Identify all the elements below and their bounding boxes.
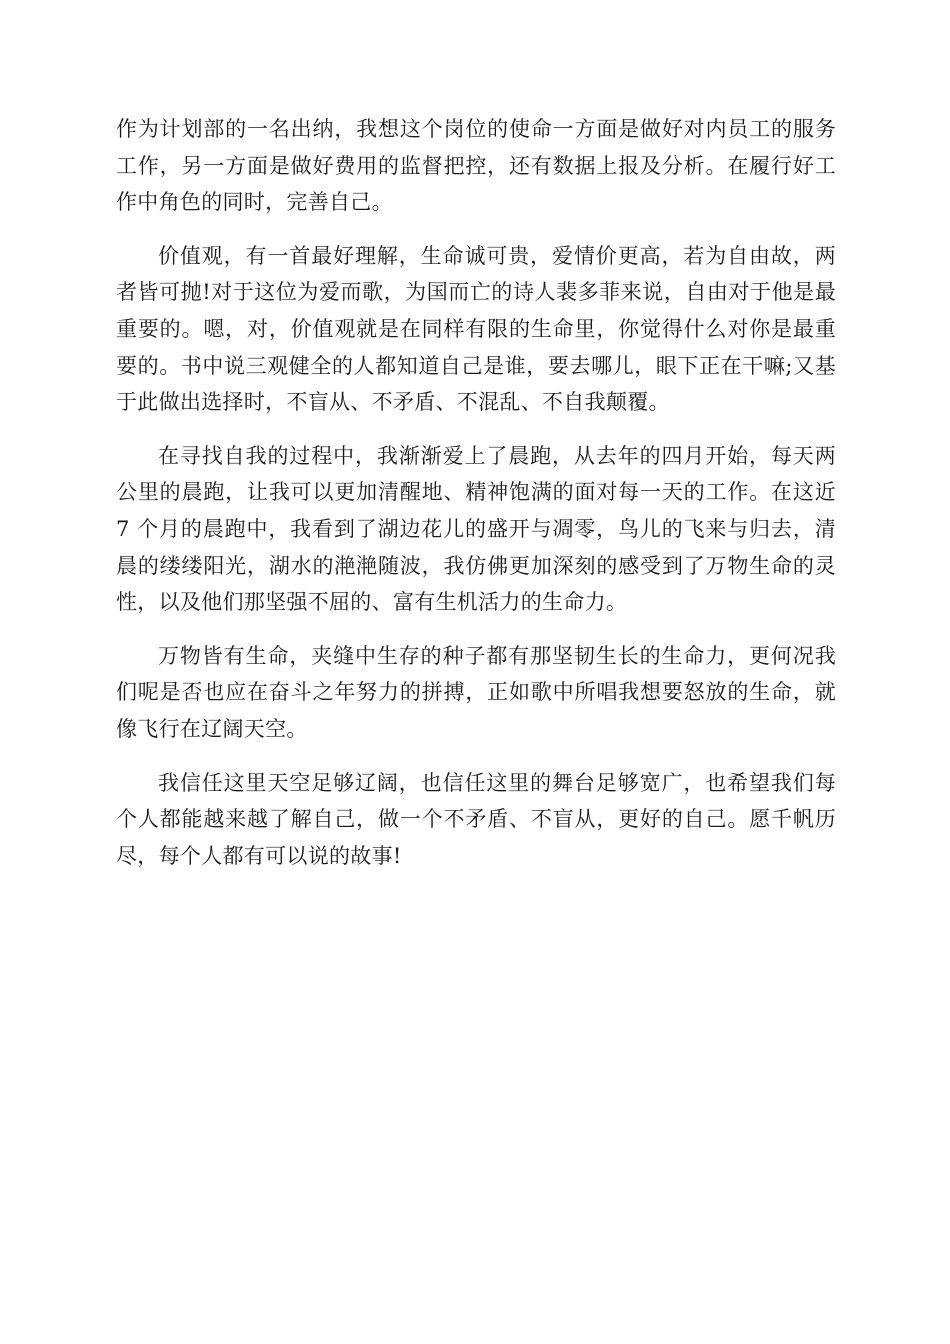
paragraph-1: 作为计划部的一名出纳，我想这个岗位的使命一方面是做好对内员工的服务工作，另一方面是做好费用的监督把控，还有数据上报及分析。在履行好工作中角色的同时，完善自己。 (116, 117, 836, 215)
paragraph-2: 价值观，有一首最好理解，生命诚可贵，爱情价更高，若为自由故，两者皆可抛!对于这位为爱而歌，为国而亡的诗人裴多菲来说，自由对于他是最重要的。嗯，对，价值观就是在同样有限的生命里，你觉得什么对你是最重要的。书中说三观健全的人都知道自己是谁，要去哪儿，眼下正在干嘛;又基于此做出选择时，不盲从、不矛盾、不混乱、不自我颠覆。 (116, 243, 836, 415)
paragraph-4: 万物皆有生命，夹缝中生存的种子都有那坚韧生长的生命力，更何况我们呢是否也应在奋斗之年努力的拼搏，正如歌中所唱我想要怒放的生命，就像飞行在辽阔天空。 (116, 643, 836, 741)
paragraph-3: 在寻找自我的过程中，我渐渐爱上了晨跑，从去年的四月开始，每天两公里的晨跑，让我可以更加清醒地、精神饱满的面对每一天的工作。在这近 7 个月的晨跑中，我看到了湖边花儿的盛开与凋零，鸟儿的飞来与归去，清晨的缕缕阳光，湖水的滟滟随波，我仿佛更加深刻的感受到了万物生命的灵性，以及他们那坚强不屈的、富有生机活力的生命力。 (116, 443, 836, 615)
document-body (116, 111, 836, 891)
paragraph-5: 我信任这里天空足够辽阔，也信任这里的舞台足够宽广，也希望我们每个人都能越来越了解自己，做一个不矛盾、不盲从，更好的自己。愿千帆历尽，每个人都有可以说的故事! (116, 770, 836, 868)
